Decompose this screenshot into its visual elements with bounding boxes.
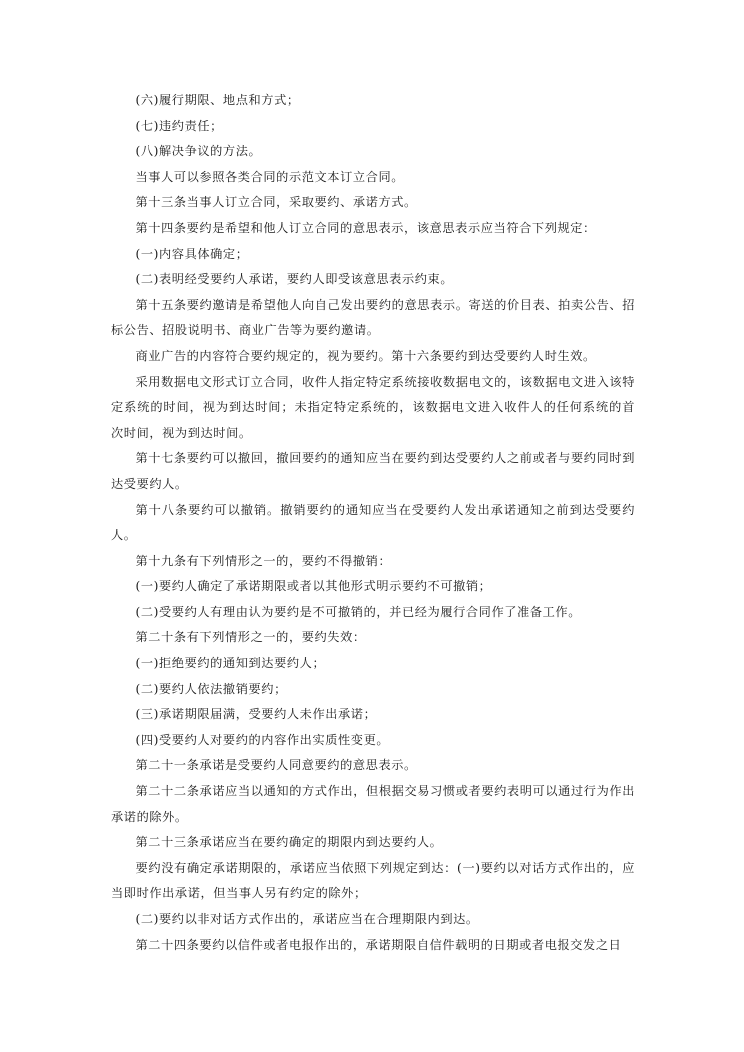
paragraph: 要约没有确定承诺期限的，承诺应当依照下列规定到达：(一)要约以对话方式作出的，应当即时作出承诺，但当事人另有约定的除外； xyxy=(111,860,635,901)
paragraph: (八)解决争议的方法。 xyxy=(135,144,262,159)
paragraph: 第二十三条承诺应当在要约确定的期限内到达要约人。 xyxy=(135,835,443,850)
paragraph: 第二十四条要约以信件或者电报作出的，承诺期限自信件载明的日期或者电报交发之日 xyxy=(135,937,622,952)
paragraph: (一)内容具体确定； xyxy=(135,246,249,261)
paragraph: 第十五条要约邀请是希望他人向自己发出要约的意思表示。寄送的价目表、拍卖公告、招标公告、招股说明书、商业广告等为要约邀请。 xyxy=(111,297,635,338)
paragraph: (七)违约责任； xyxy=(135,118,223,133)
paragraph: 第十四条要约是希望和他人订立合同的意思表示，该意思表示应当符合下列规定： xyxy=(135,220,596,235)
paragraph: 第二十一条承诺是受要约人同意要约的意思表示。 xyxy=(135,758,417,773)
paragraph: 第十三条当事人订立合同，采取要约、承诺方式。 xyxy=(135,195,417,210)
paragraph: 商业广告的内容符合要约规定的，视为要约。第十六条要约到达受要约人时生效。 xyxy=(135,348,596,363)
paragraph: 采用数据电文形式订立合同，收件人指定特定系统接收数据电文的，该数据电文进入该特定系统的时间，视为到达时间；未指定特定系统的，该数据电文进入收件人的任何系统的首次时间，视为到达时间。 xyxy=(111,374,635,440)
paragraph: 第二十二条承诺应当以通知的方式作出，但根据交易习惯或者要约表明可以通过行为作出承诺的除外。 xyxy=(111,784,635,824)
paragraph: (二)受要约人有理由认为要约是不可撤销的，并已经为履行合同作了准备工作。 xyxy=(135,604,581,619)
paragraph: 第十七条要约可以撤回，撤回要约的通知应当在要约到达受要约人之前或者与要约同时到达受要约人。 xyxy=(111,451,635,491)
paragraph: (六)履行期限、地点和方式； xyxy=(135,93,300,107)
paragraph: (二)表明经受要约人承诺，要约人即受该意思表示约束。 xyxy=(135,272,454,287)
paragraph: (二)要约人依法撤销要约； xyxy=(135,681,287,696)
document-body xyxy=(111,88,635,958)
paragraph: (一)拒绝要约的通知到达要约人； xyxy=(135,656,326,671)
paragraph: (三)承诺期限届满，受要约人未作出承诺； xyxy=(135,707,377,722)
paragraph: (一)要约人确定了承诺期限或者以其他形式明示要约不可撤销； xyxy=(135,579,492,594)
paragraph: (四)受要约人对要约的内容作出实质性变更。 xyxy=(135,732,390,747)
paragraph: (二)要约以非对话方式作出的，承诺应当在合理期限内到达。 xyxy=(135,912,479,926)
paragraph: 第二十条有下列情形之一的，要约失效： xyxy=(135,630,366,645)
paragraph: 第十九条有下列情形之一的，要约不得撤销： xyxy=(135,553,392,568)
paragraph: 第十八条要约可以撤销。撤销要约的通知应当在受要约人发出承诺通知之前到达受要约人。 xyxy=(111,502,635,543)
paragraph: 当事人可以参照各类合同的示范文本订立合同。 xyxy=(135,169,405,184)
